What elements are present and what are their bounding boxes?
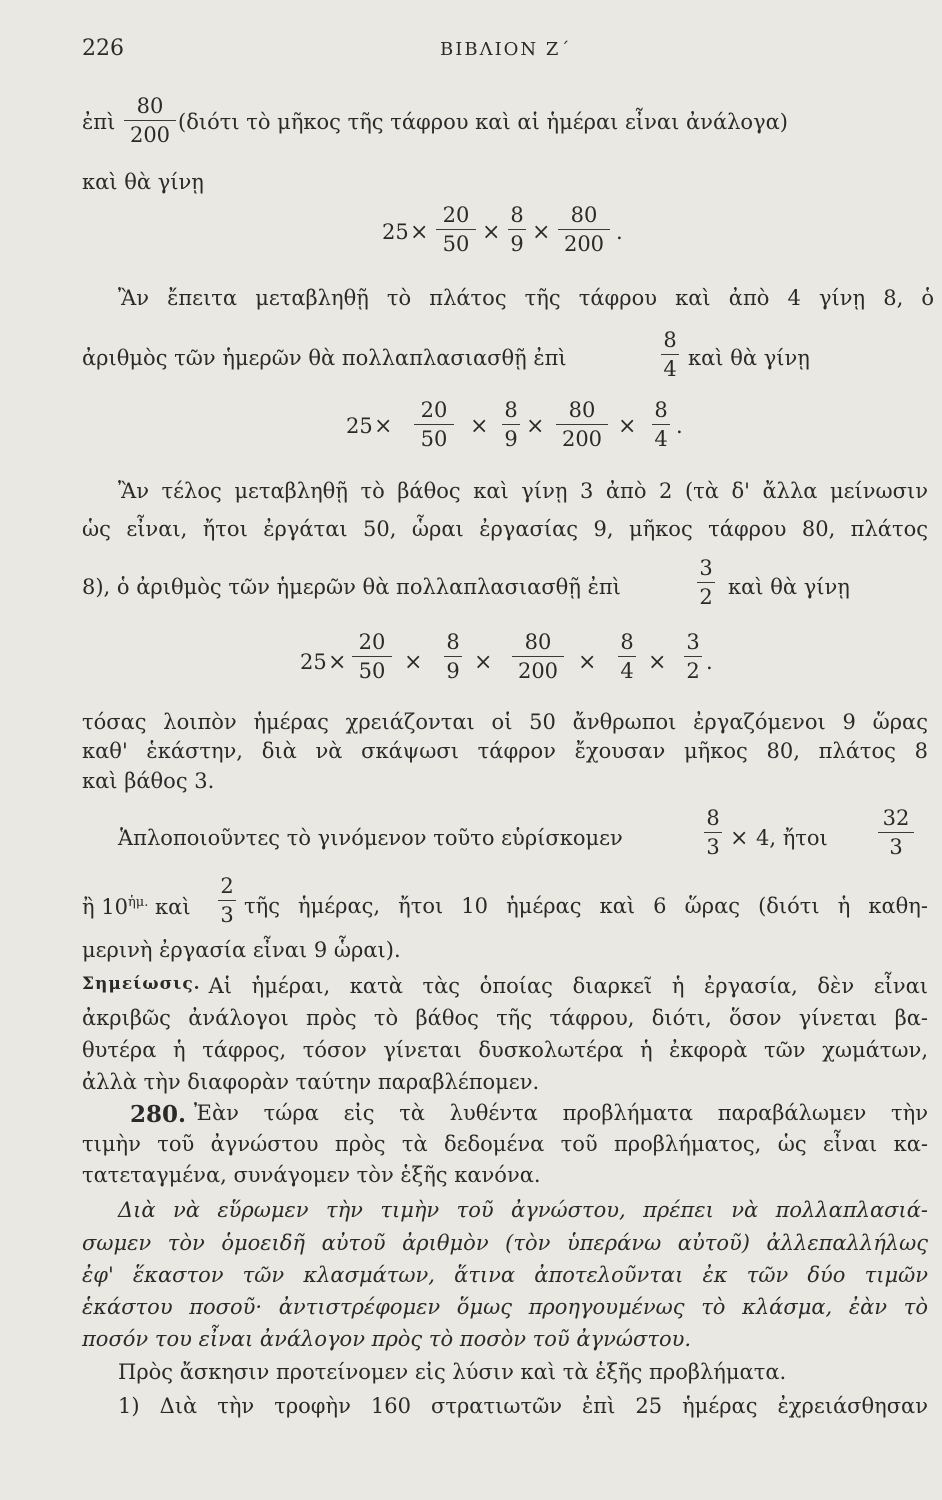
note-line xyxy=(82,976,928,997)
text-line: (διότι τὸ μῆκος τῆς τάφρου καὶ αἱ ἡμέραι εἶναι ἀνάλογα) xyxy=(178,110,789,134)
eq-lead: 25 xyxy=(300,650,327,674)
text-line: τατεταγμένα, συνάγομεν τὸν ἑξῆς κανόνα. xyxy=(82,1163,541,1187)
text-epi: ἐπὶ xyxy=(82,110,116,134)
fraction-80-200: 80 200 xyxy=(124,96,176,146)
times-symbol: × xyxy=(374,414,393,439)
text-line: ἀκριβῶς ἀνάλογοι πρὸς τὸ βάθος τῆς τάφρου, διότι, ὅσον γίνεται βα- xyxy=(82,1006,928,1030)
text-line: καὶ θὰ γίνῃ xyxy=(728,575,850,599)
times-symbol: × xyxy=(470,414,489,439)
text-line: Ἂν ἔπειτα μεταβληθῇ τὸ πλάτος τῆς τάφρου καὶ ἀπὸ 4 γίνῃ 8, ὁ xyxy=(118,286,934,310)
text-line: ἀριθμὸς τῶν ἡμερῶν θὰ πολλαπλασιασθῇ ἐπὶ xyxy=(82,346,567,370)
times-symbol: × xyxy=(474,650,493,675)
fraction: 8 4 xyxy=(618,632,636,682)
fraction: 80 200 xyxy=(556,400,608,450)
fraction: 80 200 xyxy=(512,632,564,682)
fraction: 20 50 xyxy=(436,205,476,255)
rule-line: σωμεν τὸν ὁμοειδῆ αὐτοῦ ἀριθμὸν (τὸν ὑπεράνω αὐτοῦ) ἀλλεπαλλήλως xyxy=(82,1231,928,1255)
rule-line: ποσόν του εἶναι ἀνάλογον πρὸς τὸ ποσὸν τοῦ ἀγνώστου. xyxy=(82,1327,692,1351)
rule-line: ἐφ' ἕκαστον τῶν κλασμάτων, ἅτινα ἀποτελοῦνται ἐκ τῶν δύο τιμῶν xyxy=(82,1263,928,1287)
times-symbol: × xyxy=(328,650,347,675)
fraction: 8 4 xyxy=(652,400,670,450)
text-span: Ἐὰν τώρα εἰς τὰ λυθέντα προβλήματα παραβάλωμεν τὴν xyxy=(194,1101,928,1125)
note-label: Σημείωσις. xyxy=(82,974,201,994)
fraction: 8 9 xyxy=(502,400,520,450)
times-symbol: × xyxy=(648,650,667,675)
fraction: 80 200 xyxy=(558,205,610,255)
fraction-8-4: 8 4 xyxy=(661,330,679,380)
text-line: θυτέρα ἡ τάφρος, τόσον γίνεται δυσκολωτέρα ἡ ἐκφορὰ τῶν χωμάτων, xyxy=(82,1038,928,1062)
text-line: 4, ἤτοι xyxy=(756,826,828,850)
exercise-item-1: 1) Διὰ τὴν τροφὴν 160 στρατιωτῶν ἐπὶ 25 ἡμέρας ἐχρειάσθησαν xyxy=(118,1394,928,1418)
fraction: 20 50 xyxy=(352,632,392,682)
fraction-3-2: 3 2 xyxy=(697,558,715,608)
times-symbol: × xyxy=(618,414,637,439)
text-line: Ἂν τέλος μεταβληθῇ τὸ βάθος καὶ γίνῃ 3 ἀπὸ 2 (τὰ δ' ἄλλα μείνωσιν xyxy=(118,479,928,503)
text-line xyxy=(82,896,191,918)
text-line: καθ' ἑκάστην, διὰ νὰ σκάψωσι τάφρον ἔχουσαν μῆκος 80, πλάτος 8 xyxy=(82,739,928,763)
times-symbol: × xyxy=(578,650,597,675)
fraction-8-3: 8 3 xyxy=(704,808,722,858)
period: . xyxy=(676,414,683,438)
text-line: καὶ θὰ γίνῃ xyxy=(82,170,204,194)
fraction: 8 9 xyxy=(508,205,526,255)
fraction-32-3: 32 3 xyxy=(878,808,914,858)
times-symbol: × xyxy=(526,414,545,439)
fraction: 20 50 xyxy=(414,400,454,450)
page-number: 226 xyxy=(82,36,124,61)
text-line: καὶ θὰ γίνῃ xyxy=(688,346,810,370)
times-symbol: × xyxy=(482,220,501,245)
period: . xyxy=(706,650,713,674)
eq-lead: 25 xyxy=(382,220,409,244)
rule-line: ἑκάστου ποσοῦ· ἀντιστρέφομεν ὅμως προηγουμένως τὸ κλάσμα, ἐὰν τὸ xyxy=(82,1295,928,1319)
rule-line: Διὰ νὰ εὕρωμεν τὴν τιμὴν τοῦ ἀγνώστου, πρέπει νὰ πολλαπλασιά- xyxy=(118,1198,928,1222)
text-line: ἀλλὰ τὴν διαφορὰν ταύτην παραβλέπομεν. xyxy=(82,1070,540,1094)
text-line: τῆς ἡμέρας, ἤτοι 10 ἡμέρας καὶ 6 ὥρας (διότι ἡ καθη- xyxy=(244,894,928,918)
text-line: μερινὴ ἐργασία εἶναι 9 ὧραι). xyxy=(82,938,401,962)
times-symbol: × xyxy=(404,650,423,675)
section-number: 280. xyxy=(130,1101,187,1128)
text-span: Αἱ ἡμέραι, κατὰ τὰς ὁποίας διαρκεῖ ἡ ἐργασία, δὲν εἶναι xyxy=(208,974,928,998)
eq-lead: 25 xyxy=(346,414,373,438)
text-span: καὶ xyxy=(155,895,191,919)
section-280-line xyxy=(130,1103,928,1126)
running-title: ΒΙΒΛΙΟΝ Ζ΄ xyxy=(440,39,572,60)
text-line: 8), ὁ ἀριθμὸς τῶν ἡμερῶν θὰ πολλαπλασιασθῇ ἐπὶ xyxy=(82,575,621,599)
times-symbol: × xyxy=(730,826,749,851)
text-line: ὡς εἶναι, ἤτοι ἐργάται 50, ὧραι ἐργασίας 9, μῆκος τάφρου 80, πλάτος xyxy=(82,517,928,541)
text-line: καὶ βάθος 3. xyxy=(82,769,215,793)
text-line: Πρὸς ἄσκησιν προτείνομεν εἰς λύσιν καὶ τὰ ἑξῆς προβλήματα. xyxy=(118,1360,787,1384)
text-line: Ἁπλοποιοῦντες τὸ γινόμενον τοῦτο εὑρίσκομεν xyxy=(118,826,623,850)
text-span: ἢ 10 xyxy=(82,895,128,919)
times-symbol: × xyxy=(532,220,551,245)
times-symbol: × xyxy=(410,220,429,245)
superscript-abbrev: ἡμ. xyxy=(127,895,149,910)
fraction-2-3: 2 3 xyxy=(218,876,236,926)
text-line: τιμὴν τοῦ ἀγνώστου πρὸς τὰ δεδομένα τοῦ προβλήματος, ὡς εἶναι κα- xyxy=(82,1132,928,1156)
fraction: 3 2 xyxy=(684,632,702,682)
fraction: 8 9 xyxy=(444,632,462,682)
period: . xyxy=(616,220,623,244)
text-line: τόσας λοιπὸν ἡμέρας χρειάζονται οἱ 50 ἄνθρωποι ἐργαζόμενοι 9 ὥρας xyxy=(82,710,928,734)
